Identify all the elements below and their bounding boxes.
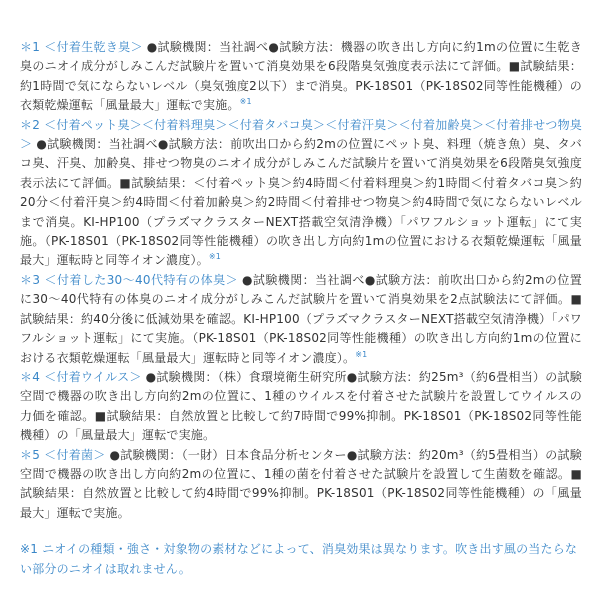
note-body-4: ●試験機関：（株）食環境衛生研究所●試験方法：約25m³（約6畳相当）の試験空間で機器の吹き出し方向約2mの位置に、1種のウイルスを付着させた試験片を設置してウイルスの力価を確認。■試験結果：自然放置と比較して約7時間で99%抑制。PK-18S01（PK-18S02同等性能機種）の「風量最大」運転で実施。 <box>20 369 583 443</box>
note-heading-1: ＊1 ＜付着生乾き臭＞ <box>20 40 143 54</box>
note-heading-2: ＊2 ＜付着ペット臭＞＜付着料理臭＞＜付着タバコ臭＞＜付着汗臭＞＜付着加齢臭＞＜付着排せつ物臭＞ <box>20 117 582 152</box>
note-paragraph-5 <box>20 446 582 524</box>
spacer <box>20 523 582 539</box>
note-body-5: ●試験機関：（一財）日本食品分析センター●試験方法：約20m³（約5畳相当）の試験空間で機器の吹き出し方向約2mの位置に、1種の菌を付着させた試験片を設置して生菌数を確認。■試験結果：自然放置と比較して約4時間で99%抑制。PK-18S01（PK-18S02同等性能機種）の「風量最大」運転で実施。 <box>20 447 582 520</box>
note-paragraph-1 <box>20 38 582 116</box>
note-body-1: ●試験機関：当社調べ●試験方法：機器の吹き出し方向に約1mの位置に生乾き臭のニオイ成分がしみこんだ試験片を置いて消臭効果を6段階臭気強度表示法にて評価。■試験結果：約1時間で気にならないレベル（臭気強度2以下）まで消臭。PK-18S01（PK-18S02同等性能機種）の衣類乾燥運転「風量最大」運転で実施。 <box>20 40 583 113</box>
note-paragraph-4 <box>20 368 582 446</box>
footnote: ※1 ニオイの種類・強さ・対象物の素材などによって、消臭効果は異なります。吹き出す風の当たらない部分のニオイは取れません。 <box>20 542 578 577</box>
footnote-ref-3: ※1 <box>355 349 368 359</box>
note-heading-3: ＊3 ＜付着した30〜40代特有の体臭＞ <box>20 272 238 287</box>
note-paragraph-2 <box>20 116 582 271</box>
note-paragraph-3 <box>20 271 582 368</box>
footnote-ref-2: ※1 <box>208 252 222 262</box>
note-body-3: ●試験機関：当社調べ●試験方法：前吹出口から約2mの位置に30〜40代特有の体臭のニオイ成分がしみこんだ試験片を置いて消臭効果を2点試験法にて評価。■試験結果：約40分後に低減効果を確認。KI-HP100（プラズマクラスターNEXT搭載空気清浄機）「パワフルショット運転」にて実施。（PK-18S01（PK-18S02同等性能機種）の吹き出し方向約1mの位置における衣類乾燥運転「風量最大」運転時と同等イオン濃度）。 <box>20 272 582 365</box>
note-body-2: ●試験機関：当社調べ●試験方法：前吹出口から約2mの位置にペット臭、料理（焼き魚）臭、タバコ臭、汗臭、加齢臭、排せつ物臭のニオイ成分がしみこんだ試験片を置いて消臭効果を6段階臭気強度表示法にて評価。■試験結果：＜付着ペット臭＞約4時間＜付着料理臭＞約1時間＜付着タバコ臭＞約20分＜付着汗臭＞約4時間＜付着加齢臭＞約2時間＜付着排せつ物臭＞約4時間で気にならないレベルまで消臭。KI-HP100（プラズマクラスターNEXT搭載空気清浄機）「パワフルショット運転」にて実施。（PK-18S01（PK-18S02同等性能機種）の吹き出し方向約1mの位置における衣類乾燥運転「風量最大」運転時と同等イオン濃度）。 <box>20 137 582 268</box>
note-heading-5: ＊5 ＜付着菌＞ <box>20 447 106 462</box>
note-heading-4: ＊4 ＜付着ウイルス＞ <box>20 369 142 384</box>
footnote-ref-1: ※1 <box>239 97 252 107</box>
